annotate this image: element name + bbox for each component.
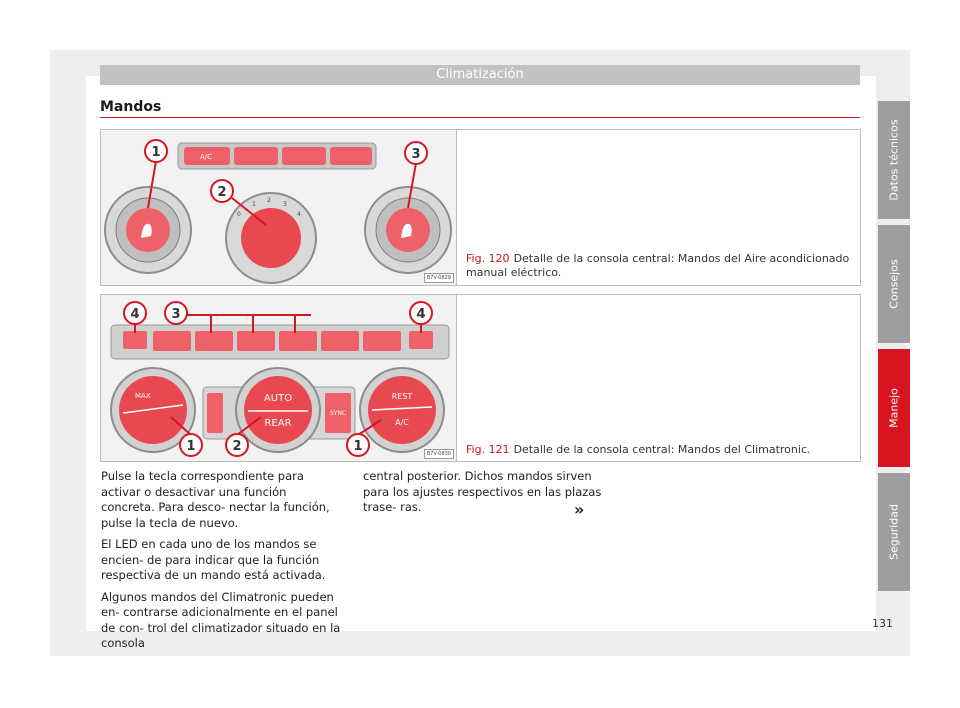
body-paragraph: central posterior. Dichos mandos sirven para los ajustes respectivos en las plazas trase- ras.: [363, 469, 602, 514]
tab-label: Datos técnicos: [887, 119, 901, 201]
knob-mark-4: 4: [297, 211, 301, 218]
image-code: B7V-0829: [424, 273, 454, 283]
sync-label: SYNC: [330, 410, 347, 417]
callout-1: 1: [151, 145, 161, 160]
body-column-right: [363, 469, 605, 522]
auto-label: AUTO: [263, 393, 293, 404]
body-column-left: [101, 469, 343, 658]
section-divider: [100, 117, 860, 118]
rest-label: REST: [391, 392, 413, 401]
callout-1-left: 1: [186, 439, 196, 454]
tab-label: Consejos: [887, 259, 901, 309]
tab-seguridad[interactable]: [878, 473, 910, 591]
tab-label: Seguridad: [887, 504, 901, 560]
body-paragraph: Algunos mandos del Climatronic pueden en- contrarse adicionalmente en el panel de con- trol del climatizador situado en la consola: [101, 589, 341, 650]
tab-label: Manejo: [887, 388, 901, 428]
figure-120: [100, 129, 861, 286]
figure-number: Fig. 120: [466, 252, 510, 265]
image-code: B7V-0830: [424, 449, 454, 459]
figure-number: Fig. 121: [466, 443, 510, 456]
body-paragraph: El LED en cada uno de los mandos se encien- de para indicar que la función respectiva de un mando está activada.: [101, 537, 326, 582]
rear-label: REAR: [264, 418, 292, 429]
figure-120-caption: [466, 252, 851, 280]
max-label: MAX: [135, 392, 151, 400]
section-title: Mandos: [100, 99, 162, 115]
callout-3: 3: [411, 147, 421, 162]
knob-mark-1: 1: [252, 201, 256, 208]
knob-mark-0: 0: [237, 211, 241, 218]
caption-text: Detalle de la consola central: Mandos del Aire acondicionado manual eléctrico.: [466, 252, 850, 279]
ac-button-label: A/C: [200, 153, 213, 161]
callout-4-left: 4: [130, 307, 140, 322]
knob-mark-3: 3: [283, 201, 287, 208]
tab-manejo[interactable]: [878, 349, 910, 467]
callout-2: 2: [217, 185, 227, 200]
figure-121-image: [101, 295, 457, 461]
chapter-header: [100, 65, 860, 85]
callout-2: 2: [232, 439, 242, 454]
tab-consejos[interactable]: [878, 225, 910, 343]
knob-mark-2: 2: [267, 197, 271, 204]
ac-label: A/C: [395, 418, 409, 427]
figure-120-image: [101, 130, 457, 285]
continue-mark: »: [574, 500, 585, 519]
figure-121-caption: [466, 443, 851, 457]
chapter-title: Climatización: [436, 67, 524, 82]
body-paragraph: Pulse la tecla correspondiente para activar o desactivar una función concreta. Para desco- nectar la función, pulse la tecla de nuevo.: [101, 469, 330, 530]
caption-text: Detalle de la consola central: Mandos del Climatronic.: [513, 443, 811, 456]
callout-3: 3: [171, 307, 181, 322]
callout-1-right: 1: [353, 439, 363, 454]
page-number: 131: [872, 617, 893, 630]
callout-4-right: 4: [416, 307, 426, 322]
figure-121: [100, 294, 861, 462]
tab-datos-tecnicos[interactable]: [878, 101, 910, 219]
